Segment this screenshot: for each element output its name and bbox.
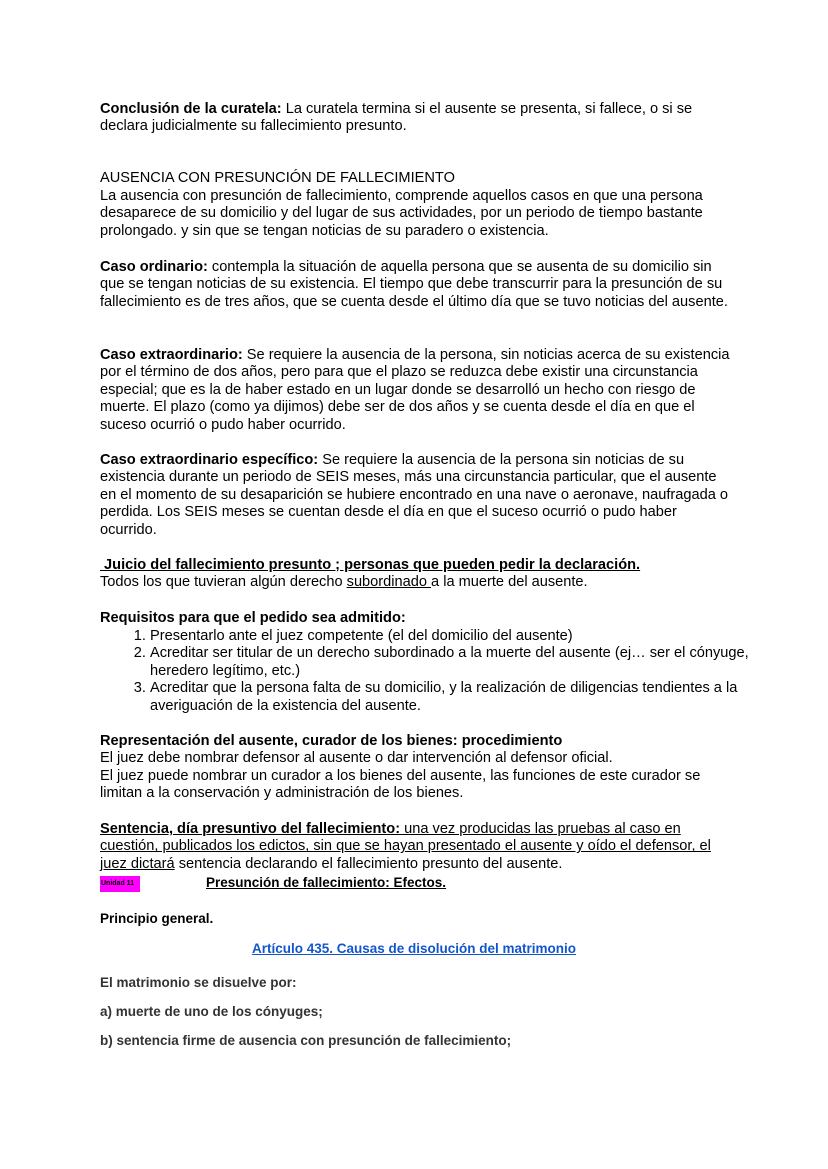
juicio-title: Juicio del fallecimiento presunto ; personas que pueden pedir la declaración. (100, 557, 641, 573)
ausencia-paragraph: La ausencia con presunción de fallecimiento, comprende aquellos casos en que una persona desaparece de su domicilio y del lugar de sus actividades, por un periodo de tiempo bastante prolongado. y sin que se tengan noticias de su paradero o existencia. (100, 188, 703, 239)
sentencia-paragraph (100, 821, 732, 873)
juicio-paragraph (100, 574, 732, 591)
caso-ordinario-paragraph (100, 259, 732, 311)
caso-especifico-paragraph (100, 452, 732, 539)
causa-b: b) sentencia firme de ausencia con presunción de fallecimiento; (100, 1033, 512, 1048)
representacion-title: Representación del ausente, curador de los bienes: procedimiento (100, 733, 563, 749)
efectos-title: Presunción de fallecimiento: Efectos. (206, 875, 447, 890)
caso-extraordinario-text: Se requiere la ausencia de la persona, sin noticias acerca de su existencia por el término de dos años, pero para que el plazo se reduzca debe existir una circunstancia especial; que es la de haber estado en un lugar donde se desarrolló un hecho con riesgo de muerte. El plazo (como ya dijimos) debe ser de dos años y se cuenta desde el día en que el suceso ocurrió o pudo haber ocurrido. (100, 347, 730, 433)
matrimonio-intro: El matrimonio se disuelve por: (100, 975, 297, 990)
juicio-text-after: a la muerte del ausente. (431, 574, 588, 590)
sentencia-text-underlined: una vez producidas las pruebas al caso en cuestión, publicados los edictos, sin que se hayan presentado el ausente y oído el defensor, el juez dictará (100, 821, 711, 872)
list-item: 3. Acreditar que la persona falta de su domicilio, y la realización de diligencias tendientes a la averiguación de la existencia del ausente. (150, 680, 782, 715)
requisitos-list (100, 628, 782, 715)
caso-especifico-text: Se requiere la ausencia de la persona sin noticias de su existencia durante un periodo de SEIS meses, más una circunstancia particular, que el ausente en el momento de su desaparición se hubiere encontrado en una nave o aeronave, naufragada o perdida. Los SEIS meses se cuentan desde el día en que el suceso ocurrió o pudo haber ocurrido. (100, 452, 728, 538)
caso-ordinario-label: Caso ordinario: (100, 259, 208, 275)
representacion-line2: El juez puede nombrar un curador a los bienes del ausente, las funciones de este curador se limitan a la conservación y administración de los bienes. (100, 768, 701, 802)
juicio-text-before: Todos los que tuvieran algún derecho (100, 574, 347, 590)
caso-extraordinario-label: Caso extraordinario: (100, 347, 243, 363)
sentencia-text-after: sentencia declarando el fallecimiento presunto del ausente. (174, 855, 563, 872)
unidad-badge: Unidad 11 (100, 876, 140, 892)
caso-ordinario-text: contempla la situación de aquella persona que se ausenta de su domicilio sin que se tengan noticias de su existencia. El tiempo que debe transcurrir para la presunción de su fallecimiento es de tres años, que se cuenta desde el último día que se tuvo noticias del ausente. (100, 259, 728, 310)
conclusion-paragraph (100, 101, 732, 136)
principio-heading: Principio general. (100, 911, 214, 926)
caso-especifico-label: Caso extraordinario específico: (100, 452, 319, 468)
representacion-line1: El juez debe nombrar defensor al ausente o dar intervención al defensor oficial. (100, 750, 613, 766)
list-item: 2. Acreditar ser titular de un derecho subordinado a la muerte del ausente (ej… ser el cónyuge, heredero legítimo, etc.) (150, 645, 782, 680)
requisitos-title: Requisitos para que el pedido sea admitido: (100, 610, 406, 626)
articulo-link-text[interactable]: Artículo 435. Causas de disolución del matrimonio (251, 941, 577, 956)
causa-a: a) muerte de uno de los cónyuges; (100, 1004, 323, 1019)
caso-extraordinario-paragraph (100, 347, 732, 434)
list-item: 1. Presentarlo ante el juez competente (el del domicilio del ausente) (150, 628, 782, 645)
conclusion-text: La curatela termina si el ausente se presenta, si fallece, o si se declara judicialmente su fallecimiento presunto. (100, 101, 693, 135)
conclusion-label: Conclusión de la curatela: (100, 101, 282, 117)
articulo-link[interactable] (0, 940, 828, 957)
sentencia-label: Sentencia, día presuntivo del fallecimiento: (100, 821, 401, 837)
juicio-text-underlined: subordinado (346, 574, 432, 590)
ausencia-title: AUSENCIA CON PRESUNCIÓN DE FALLECIMIENTO (100, 170, 455, 186)
